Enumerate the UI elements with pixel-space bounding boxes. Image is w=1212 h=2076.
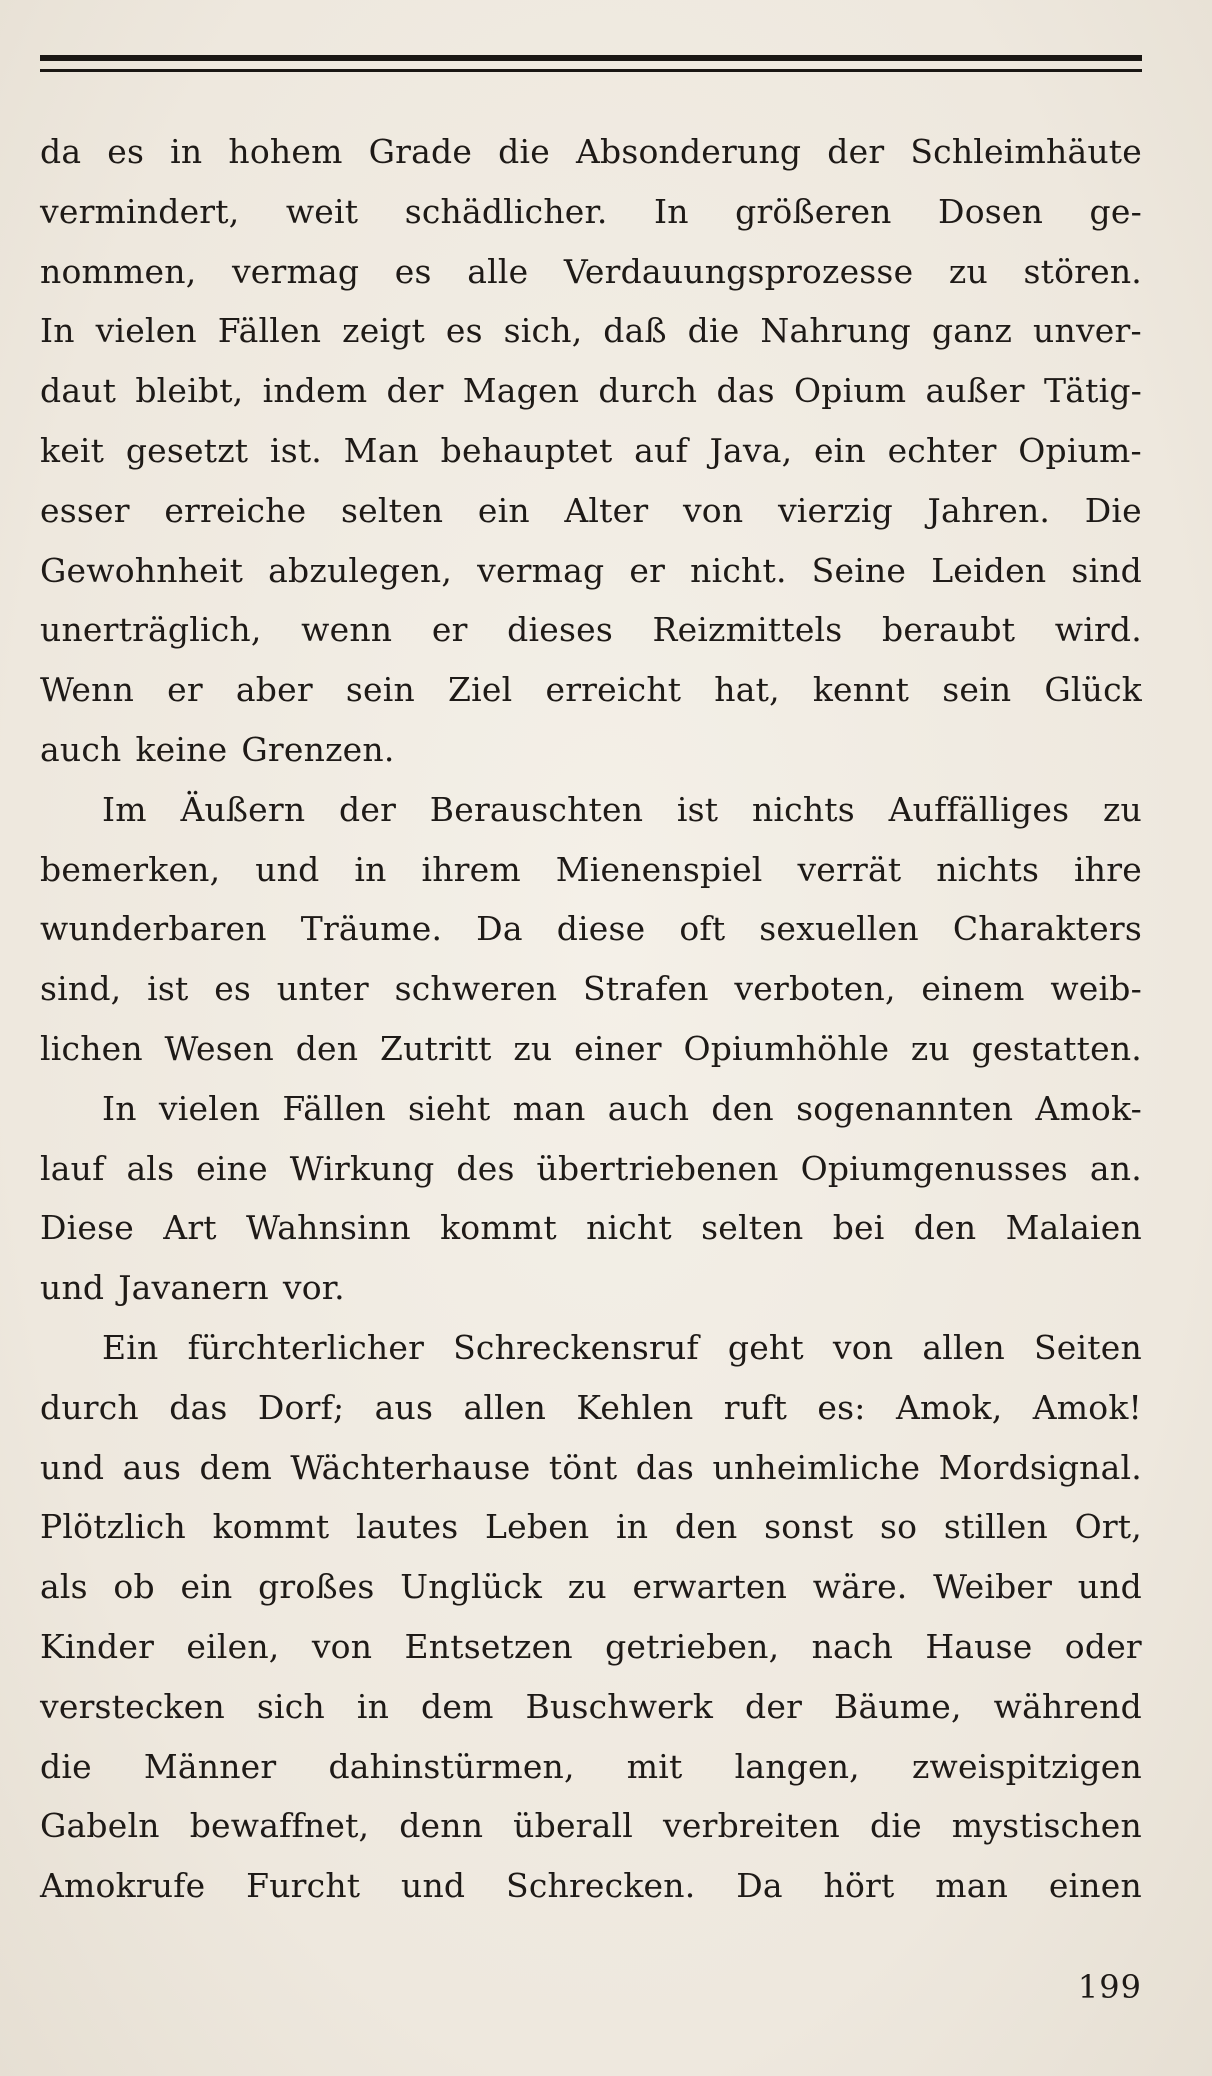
text-line: Plötzlich kommt lautes Leben in den sonst so stillen Ort, bbox=[40, 1507, 1142, 1547]
header-rule-thick bbox=[40, 55, 1142, 61]
text-line: vermindert, weit schädlicher. In größeren Dosen ge- bbox=[40, 191, 1142, 231]
text-line: keit gesetzt ist. Man behauptet auf Java, ein echter Opium- bbox=[40, 430, 1142, 470]
text-line: Ein fürchterlicher Schreckensruf geht von allen Seiten bbox=[102, 1327, 1142, 1367]
text-line: Im Äußern der Berauschten ist nichts Auffälliges zu bbox=[102, 789, 1142, 829]
text-line: da es in hohem Grade die Absonderung der Schleimhäute bbox=[40, 132, 1142, 171]
body-text bbox=[40, 122, 1142, 1916]
text-line: Kinder eilen, von Entsetzen getrieben, nach Hause oder bbox=[40, 1626, 1142, 1666]
text-line: nommen, vermag es alle Verdauungsprozesse zu stören. bbox=[40, 251, 1142, 291]
text-line: verstecken sich in dem Buschwerk der Bäume, während bbox=[40, 1686, 1142, 1726]
text-line: Wenn er aber sein Ziel erreicht hat, kennt sein Glück bbox=[40, 670, 1142, 710]
text-line: lauf als eine Wirkung des übertriebenen Opiumgenusses an. bbox=[40, 1148, 1142, 1188]
text-line: als ob ein großes Unglück zu erwarten wäre. Weiber und bbox=[40, 1567, 1142, 1607]
text-line: und Javanern vor. bbox=[40, 1268, 345, 1308]
text-line: In vielen Fällen zeigt es sich, daß die Nahrung ganz unver- bbox=[40, 311, 1142, 351]
page-number: 199 bbox=[1077, 1968, 1142, 2006]
text-line: Diese Art Wahnsinn kommt nicht selten bei den Malaien bbox=[40, 1208, 1142, 1248]
text-line: Amokrufe Furcht und Schrecken. Da hört man einen bbox=[40, 1866, 1142, 1906]
text-line: daut bleibt, indem der Magen durch das Opium außer Tätig- bbox=[40, 371, 1142, 411]
text-line: und aus dem Wächterhause tönt das unheimliche Mordsignal. bbox=[40, 1447, 1142, 1487]
text-line: sind, ist es unter schweren Strafen verboten, einem weib- bbox=[40, 969, 1142, 1009]
text-line: durch das Dorf; aus allen Kehlen ruft es: Amok, Amok! bbox=[40, 1387, 1142, 1427]
text-line: lichen Wesen den Zutritt zu einer Opiumhöhle zu gestatten. bbox=[40, 1028, 1142, 1068]
text-line: bemerken, und in ihrem Mienenspiel verrät nichts ihre bbox=[40, 849, 1142, 889]
header-rule-thin bbox=[40, 69, 1142, 72]
text-line: Gewohnheit abzulegen, vermag er nicht. Seine Leiden sind bbox=[40, 550, 1142, 590]
text-line: Gabeln bewaffnet, denn überall verbreiten die mystischen bbox=[40, 1806, 1142, 1846]
text-line: auch keine Grenzen. bbox=[40, 729, 395, 769]
text-line: unerträglich, wenn er dieses Reizmittels beraubt wird. bbox=[40, 610, 1142, 650]
text-line: In vielen Fällen sieht man auch den sogenannten Amok- bbox=[102, 1088, 1142, 1128]
text-line: wunderbaren Träume. Da diese oft sexuellen Charakters bbox=[40, 909, 1142, 949]
text-line: esser erreiche selten ein Alter von vierzig Jahren. Die bbox=[40, 490, 1142, 530]
text-line: die Männer dahinstürmen, mit langen, zweispitzigen bbox=[40, 1746, 1142, 1786]
